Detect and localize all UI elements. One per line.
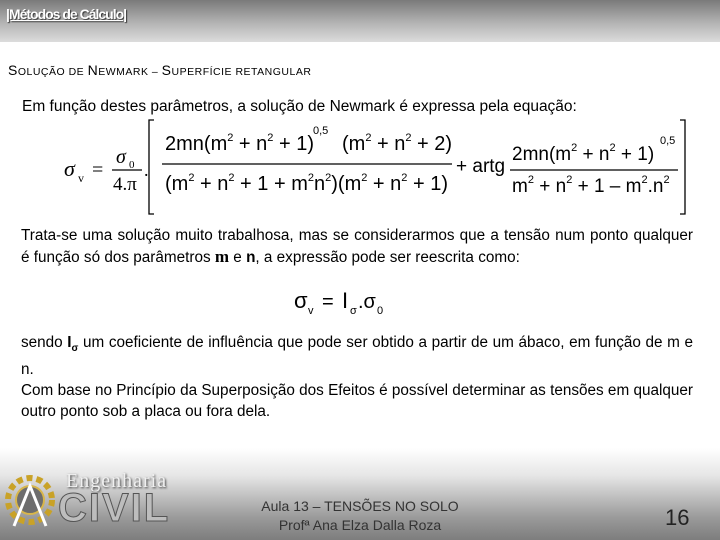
newmark-equation: [60, 118, 700, 218]
eq-equals: =: [92, 159, 104, 181]
sendo-paragraph: sendo $I_\sigma$ um coeficiente de influência que pode ser obtido a partir de um ábaco, em função de m e n. Com base no Princípio da Superposição dos Efeitos é possível determinar as tensões em qualquer outro ponto sob a placa ou fora dela.: [21, 334, 693, 421]
eq-plus-artg: + artg: [456, 156, 506, 177]
eq-lhs: σ: [64, 156, 75, 181]
section-title: [8, 62, 311, 78]
svg-text:0: 0: [377, 305, 384, 317]
eq-frac-num: σ: [116, 146, 126, 168]
footer-lecture: Aula 13 – TENSÕES NO SOLO: [261, 498, 459, 514]
logo-top-text: Engenharia: [66, 470, 168, 492]
eq-t2-exp: 0,5: [660, 135, 676, 147]
svg-text:v: v: [308, 305, 314, 317]
eq-t2-num: $2mn(m^2 + n^2 + 1)$: [512, 142, 655, 165]
svg-text:.σ: .σ: [358, 291, 376, 313]
eq-t2-den: $m^2 + n^2 + 1 - m^2.n^2$: [512, 174, 670, 197]
eq-frac-num-sub: 0: [129, 159, 135, 171]
logo-main-text: CIVIL: [58, 486, 171, 530]
param-m: m: [214, 247, 230, 266]
param-n: n: [246, 249, 256, 266]
eq-lhs-sub: v: [78, 171, 84, 185]
section-title-part: S: [161, 62, 172, 78]
svg-text:=: =: [322, 291, 334, 313]
engenharia-civil-logo: [0, 460, 175, 540]
tratase-paragraph: Trata-se uma solução muito trabalhosa, mas se considerarmos que a tensão num ponto qualquer é função só dos parâmetros m e n, a expressão pode ser reescrita como:: [21, 227, 693, 266]
footer-professor: Profª Ana Elza Dalla Roza: [278, 517, 442, 533]
section-title-part: OLUÇÃO DE: [17, 66, 88, 78]
eq-t1-den: $(m^2 + n^2 + 1 + m^2n^2)(m^2 + n^2 + 1)$: [165, 172, 448, 195]
footer-center-text: [260, 497, 460, 535]
svg-text:σ: σ: [294, 288, 308, 313]
eq-frac-den: 4.π: [113, 174, 137, 195]
eq-left-bracket: [149, 120, 154, 214]
section-title-part: S: [8, 62, 18, 78]
section-title-part: N: [87, 62, 99, 78]
short-equation: [292, 288, 412, 318]
intro-paragraph: Em função destes parâmetros, a solução de Newmark é expressa pela equação:: [22, 98, 577, 115]
influence-coefficient: I: [67, 334, 72, 351]
header-band: [0, 0, 720, 42]
eq-dot: .: [144, 160, 149, 180]
eq-right-bracket: [680, 120, 685, 214]
section-title-part: UPERFÍCIE RETANGULAR: [171, 66, 312, 78]
slide-header-title: |Métodos de Cálculo|: [6, 6, 127, 22]
eq-t1-num2: $(m^2 + n^2 + 2)$: [342, 132, 453, 155]
eq-t1-num: $2mn(m^2 + n^2 + 1)$: [165, 132, 314, 155]
gear-icon: [4, 466, 64, 536]
page-number: 16: [665, 505, 690, 530]
eq-t1-exp: 0,5: [313, 125, 329, 137]
svg-text:I: I: [342, 288, 349, 313]
section-title-part: EWMARK –: [98, 66, 162, 78]
svg-text:σ: σ: [350, 305, 357, 317]
